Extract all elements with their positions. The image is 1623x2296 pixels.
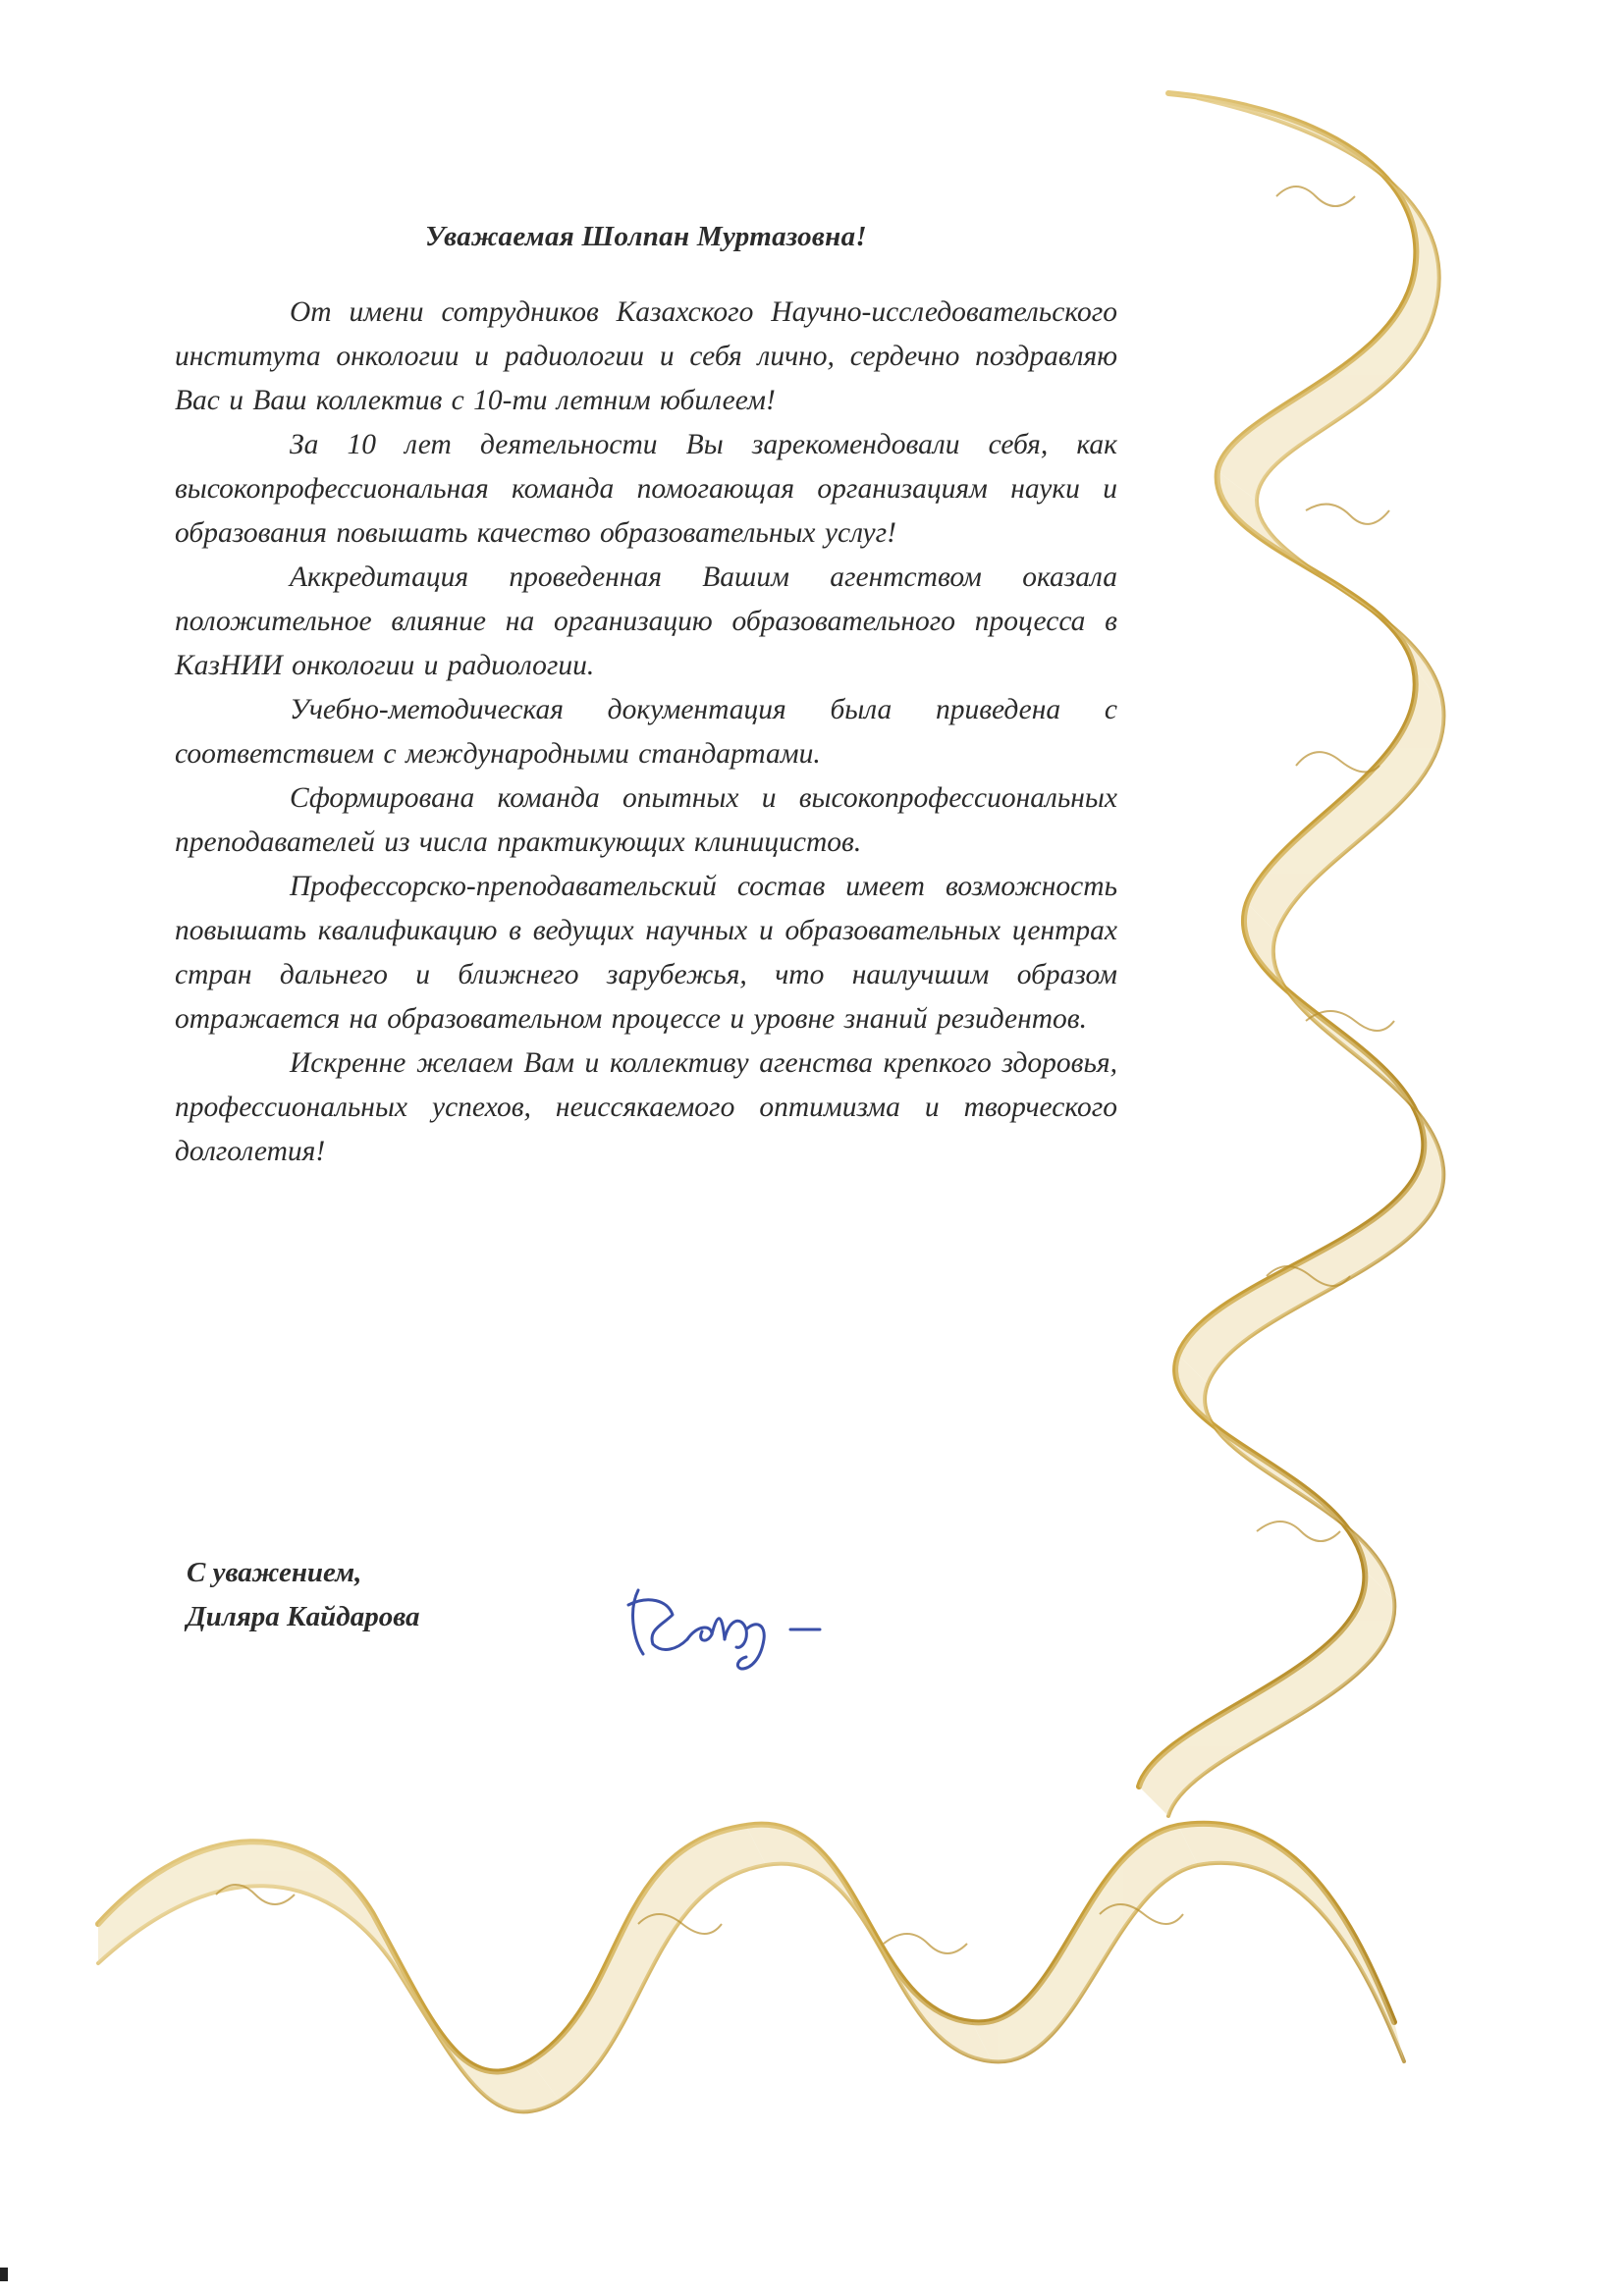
- paragraph: Сформирована команда опытных и высокопрофессиональных преподавателей из числа практикующих клиницистов.: [175, 782, 1117, 858]
- paragraph: Аккредитация проведенная Вашим агентством оказала положительное влияние на организацию образовательного процесса в КазНИИ онкологии и радиологии.: [175, 561, 1117, 681]
- scan-mark: [0, 2268, 8, 2281]
- paragraph: От имени сотрудников Казахского Научно-исследовательского института онкологии и радиологии и себя лично, сердечно поздравляю Вас и Ваш коллектив с 10-ти летним юбилеем!: [175, 296, 1117, 416]
- paragraph: Профессорско-преподавательский состав имеет возможность повышать квалификацию в ведущих научных и образовательных центрах стран дальнего и ближнего зарубежья, что наилучшим образом отражается на образовательном процессе и уровне знаний резидентов.: [175, 871, 1117, 1035]
- closing-block: [187, 1551, 419, 1639]
- letter-body: [175, 221, 1117, 1174]
- handwritten-signature: [619, 1571, 884, 1679]
- paragraph: Искренне желаем Вам и коллективу агенства крепкого здоровья, профессиональных успехов, неиссякаемого оптимизма и творческого долголетия!: [175, 1047, 1117, 1167]
- paragraph: Учебно-методическая документация была приведена с соответствием с международными стандартами.: [175, 694, 1117, 770]
- paragraph: За 10 лет деятельности Вы зарекомендовали себя, как высокопрофессиональная команда помогающая организациям науки и образования повышать качество образовательных услуг!: [175, 429, 1117, 549]
- closing-regards: С уважением,: [187, 1557, 362, 1588]
- greeting: Уважаемая Шолпан Муртазовна!: [425, 221, 867, 252]
- signer-name: Диляра Кайдарова: [187, 1601, 420, 1632]
